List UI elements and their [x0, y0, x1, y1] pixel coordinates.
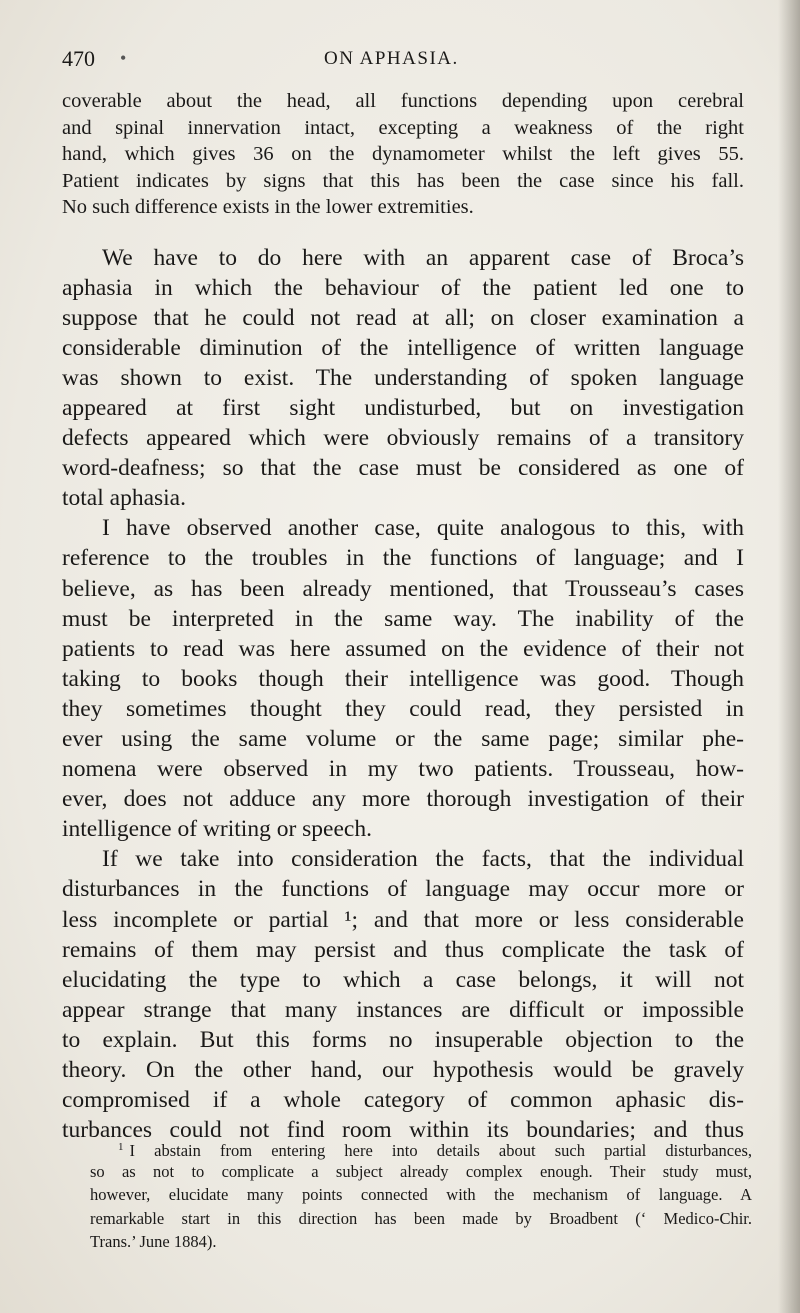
- binding-shadow: [778, 0, 800, 1313]
- text-line: they sometimes thought they could read, they persisted in: [62, 695, 744, 722]
- footnote-line: Trans.’ June 1884).: [90, 1232, 217, 1251]
- body-text: [62, 88, 744, 1145]
- text-line: was shown to exist. The understanding of spoken language: [62, 364, 744, 391]
- text-line: appear strange that many instances are difficult or impossible: [62, 996, 744, 1023]
- text-line: taking to books though their intelligence was good. Though: [62, 665, 744, 692]
- text-line: coverable about the head, all functions depending upon cerebral: [62, 90, 744, 112]
- footnote-marker: 1: [118, 1141, 124, 1153]
- text-line: hand, which gives 36 on the dynamometer whilst the left gives 55.: [62, 143, 744, 165]
- text-line: theory. On the other hand, our hypothesis would be gravely: [62, 1057, 744, 1084]
- text-line: believe, as has been already mentioned, that Trousseau’s cases: [62, 575, 744, 602]
- text-line: total aphasia.: [62, 485, 186, 512]
- text-line: less incomplete or partial ¹; and that more or less considerable: [62, 906, 744, 933]
- footnote-text: I abstain from entering here into details about such partial disturbances,: [129, 1141, 752, 1160]
- text-line: patients to read was here assumed on the evidence of their not: [62, 635, 744, 662]
- text-line: If we take into consideration the facts, that the individual: [102, 846, 744, 873]
- text-line: disturbances in the functions of language may occur more or: [62, 876, 744, 903]
- text-line: intelligence of writing or speech.: [62, 816, 372, 843]
- text-line: considerable diminution of the intelligence of written language: [62, 334, 744, 361]
- text-line: reference to the troubles in the functions of language; and I: [62, 545, 744, 572]
- page-number: 470: [62, 46, 95, 71]
- text-line: No such difference exists in the lower extremities.: [62, 196, 474, 218]
- paragraph-broca-case: [62, 243, 744, 514]
- footnote-line: remarkable start in this direction has been made by Broadbent (‘ Medico-Chir.: [90, 1208, 752, 1228]
- paragraph-hypothesis: [62, 844, 744, 1145]
- text-line: defects appeared which were obviously remains of a transitory: [62, 425, 744, 452]
- text-line: I have observed another case, quite analogous to this, with: [102, 515, 744, 542]
- header-dot: •: [120, 48, 127, 68]
- text-line: remains of them may persist and thus complicate the task of: [62, 936, 744, 963]
- page-header: [62, 46, 762, 76]
- text-line: appeared at first sight undisturbed, but on investigation: [62, 394, 744, 421]
- text-line: must be interpreted in the same way. The inability of the: [62, 605, 744, 632]
- footnote-line: however, elucidate many points connected with the mechanism of language. A: [90, 1185, 752, 1204]
- text-line: to explain. But this forms no insuperable objection to the: [62, 1026, 744, 1053]
- paragraph-trousseau: [62, 513, 744, 844]
- text-line: ever, does not adduce any more thorough investigation of their: [62, 786, 744, 813]
- text-line: We have to do here with an apparent case of Broca’s: [102, 244, 744, 271]
- footnote-line: [90, 1136, 752, 1160]
- text-line: aphasia in which the behaviour of the patient led one to: [62, 274, 744, 301]
- paragraph-case-notes: [62, 88, 744, 221]
- text-line: nomena were observed in my two patients. Trousseau, how-: [62, 756, 744, 783]
- text-line: ever using the same volume or the same page; similar phe-: [62, 726, 744, 752]
- text-line: and spinal innervation intact, excepting a weakness of the right: [62, 116, 744, 139]
- text-line: compromised if a whole category of common aphasic dis-: [62, 1087, 744, 1114]
- footnote-line: so as not to complicate a subject already complex enough. Their study must,: [90, 1161, 752, 1181]
- text-line: word-deafness; so that the case must be considered as one of: [62, 455, 744, 482]
- footnote: [90, 1136, 752, 1254]
- text-line: Patient indicates by signs that this has been the case since his fall.: [62, 169, 744, 192]
- running-title: ON APHASIA.: [324, 48, 459, 69]
- text-line: suppose that he could not read at all; on closer examination a: [62, 304, 744, 331]
- text-line: turbances could not find room within its boundaries; and thus: [62, 1117, 744, 1144]
- text-line: elucidating the type to which a case belongs, it will not: [62, 966, 744, 993]
